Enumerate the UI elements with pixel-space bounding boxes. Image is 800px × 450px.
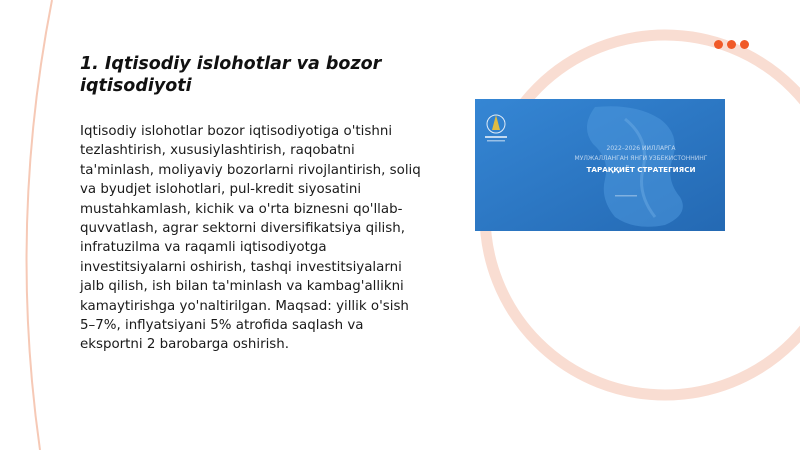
left-arc xyxy=(27,0,52,450)
dot-1 xyxy=(714,40,723,49)
dot-2 xyxy=(727,40,736,49)
banner-line-1: 2022–2026 ЙИЛЛАРГА xyxy=(606,145,676,152)
three-dots-icon xyxy=(714,40,749,49)
dot-3 xyxy=(740,40,749,49)
slide-title: 1. Iqtisodiy islohotlar va bozor iqtisodiyoti xyxy=(80,54,382,96)
banner-caption xyxy=(561,144,721,176)
banner-line-3: ТАРАҚҚИЁТ СТРАТЕГИЯСИ xyxy=(586,165,696,174)
slide-body-text: Iqtisodiy islohotlar bozor iqtisodiyotiga o'tishni tezlashtirish, xususiylashtirish, raqobatni ta'minlash, moliyaviy bozorlarni rivojlantirish, soliq va byudjet islohotlari, pul-kredit siyosatini mustahkamlash, kichik va o'rta biznesni qo'llab-quvvatlash, agrar sektorni diversifikatsiya qilish, infratuzilma va raqamli iqtisodiyotga investitsiyalarni oshirish, tashqi investitsiyalarni jalb qilish, ish bilan ta'minlash va kambag'allikni kamaytirishga yo'naltirilgan. Maqsad: yillik o'sish 5–7%, inflyatsiyani 5% atrofida saqlash va eksportni 2 barobarga oshirish. xyxy=(80,124,421,353)
banner-line-2: МЎЛЖАЛЛАНГАН ЯНГИ ЎЗБЕКИСТОННИНГ xyxy=(574,155,708,162)
strategy-banner-image xyxy=(475,99,725,231)
emblem-icon xyxy=(485,115,507,142)
